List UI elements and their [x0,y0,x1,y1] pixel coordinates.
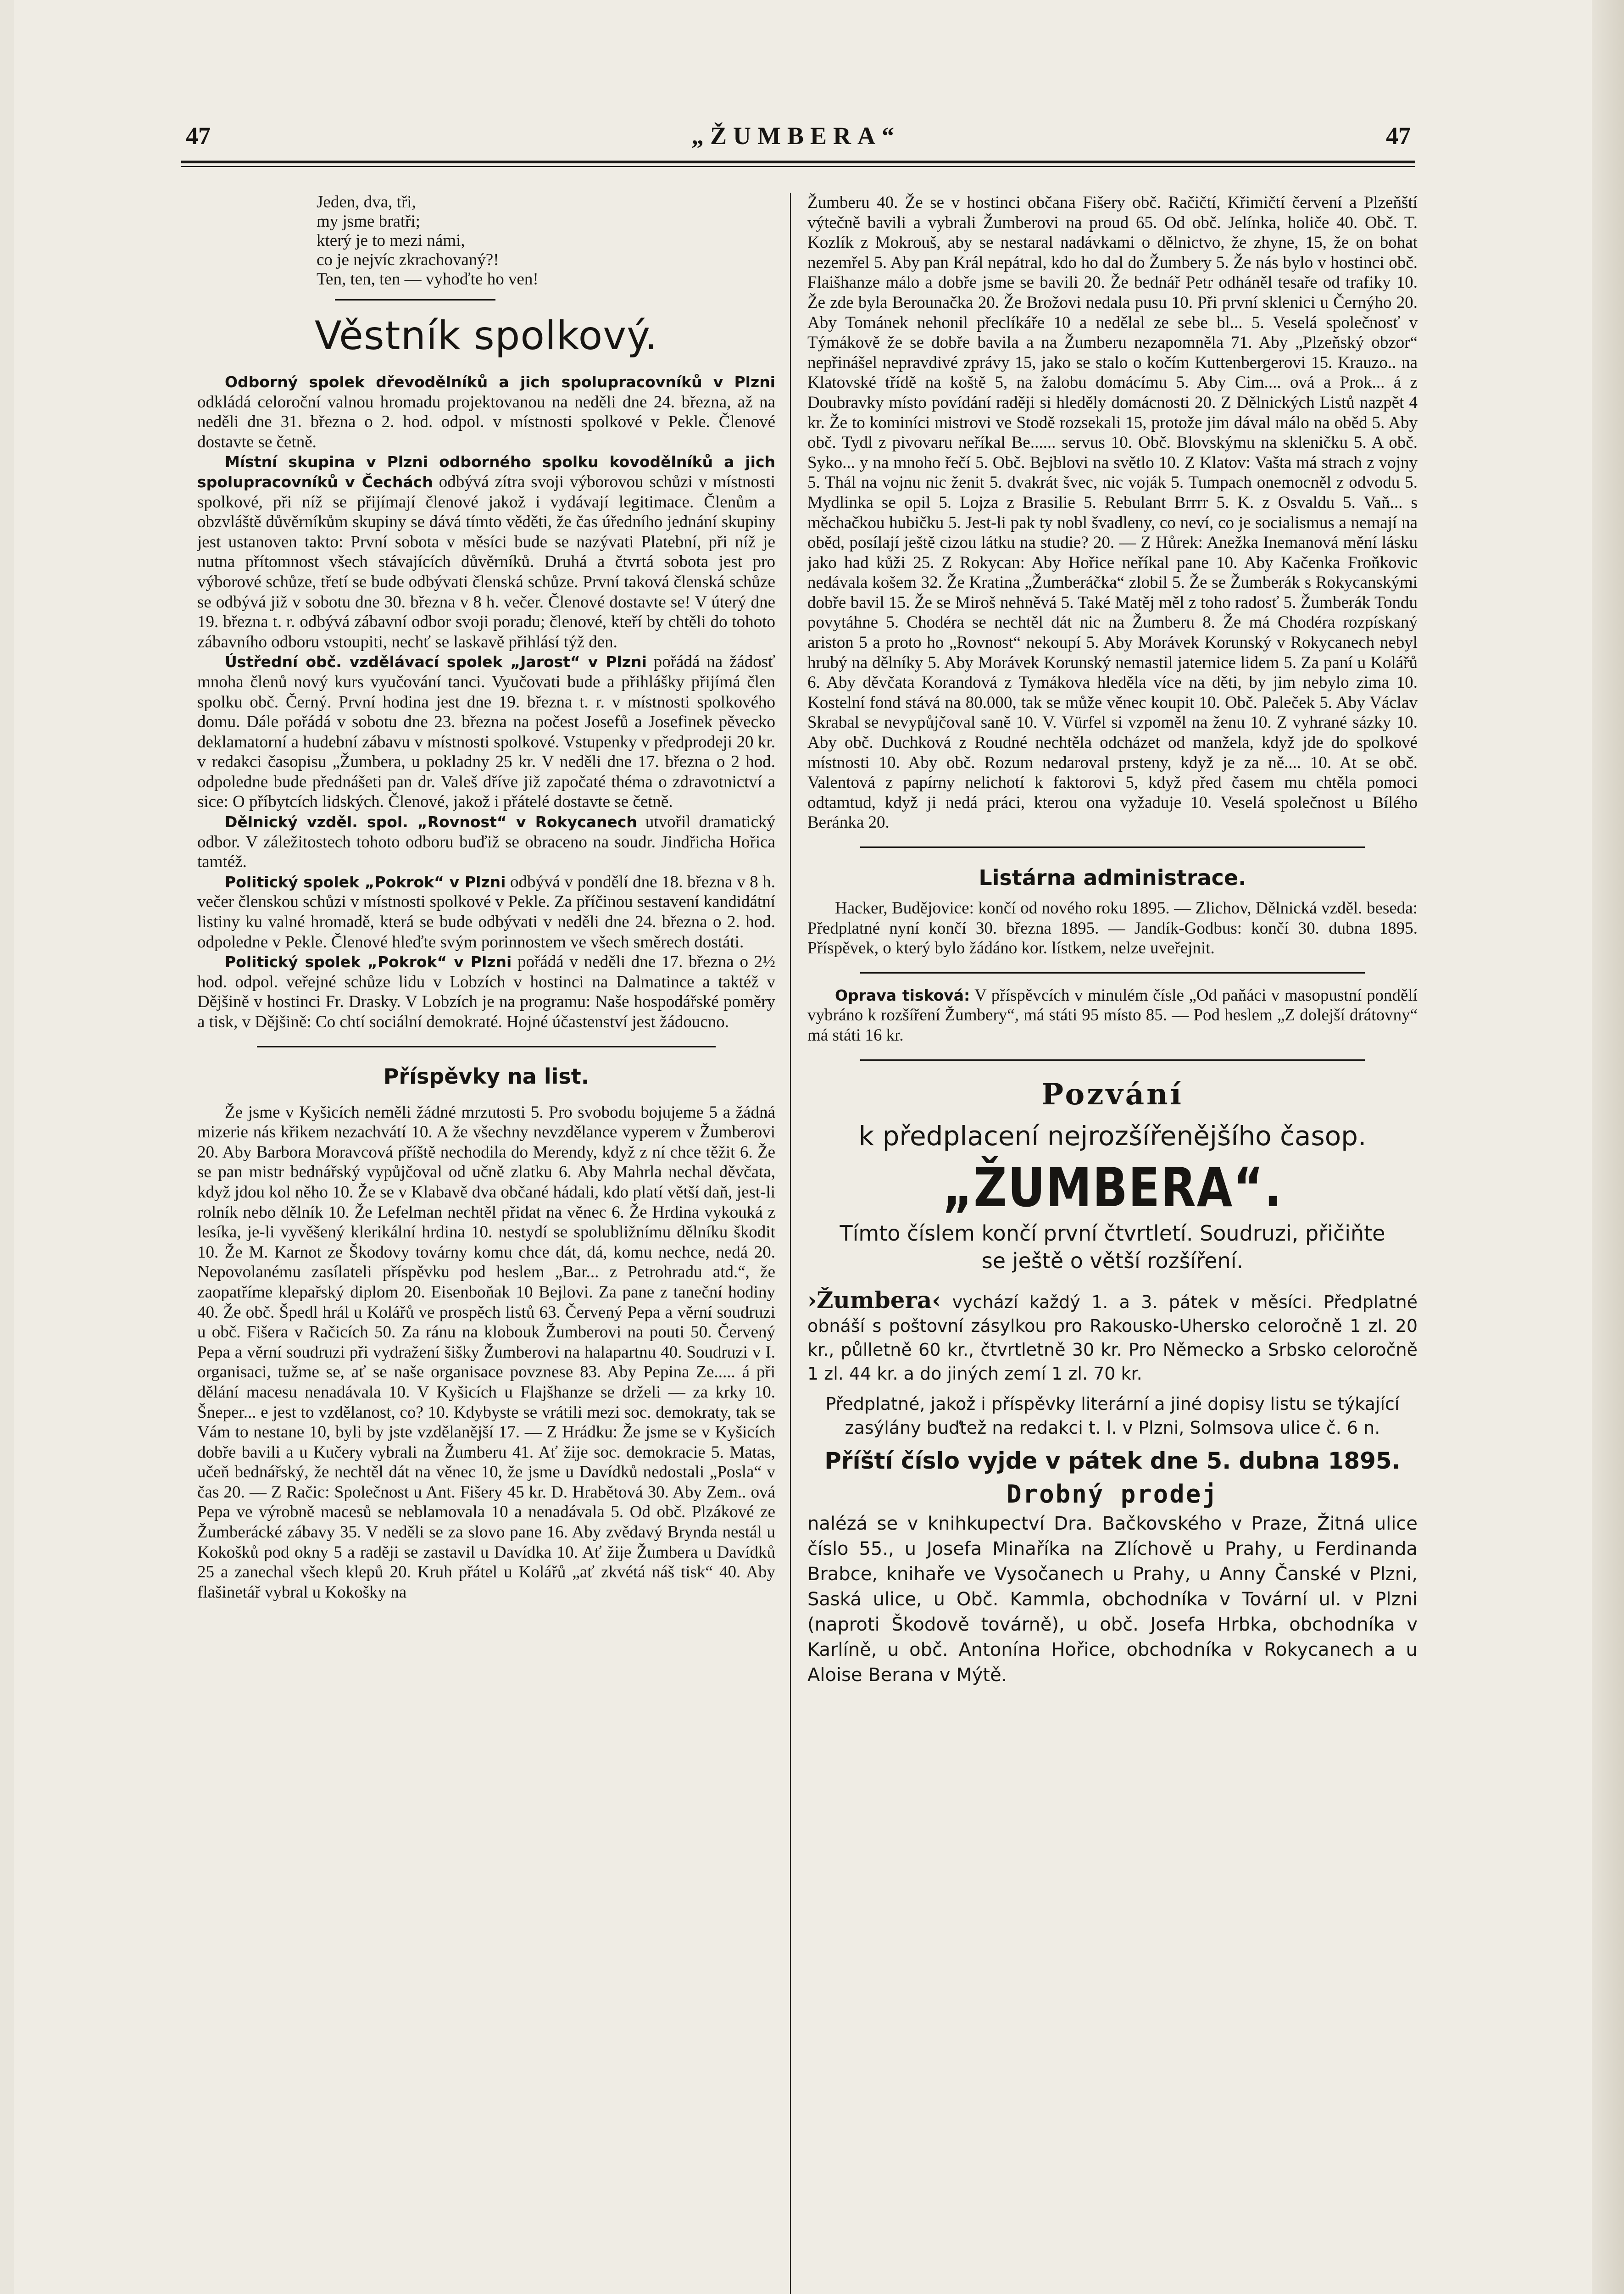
notice-text: pořádá v neděli dne 17. března o 2½ hod. odpol. veřejné schůze lidu v Lobzích v hostinci na Dalmatince a taktéž v Dějšině v hostinci Fr. Drasky. V Lobzích je na programu: Naše hospodářské poměry a tisk, v Dějšině: Co chtí sociální demokraté. Hojné účastenství jest žádoucno. [197,952,775,1031]
right-column [807,193,1418,1688]
subscription-address: Předplatné, jakož i příspěvky literární a jiné dopisy listu se týkající zasýlány buďtež na redakci t. l. v Plzni, Solmsova ulice č. 6 n. [825,1393,1400,1438]
divider [860,1059,1365,1061]
notice-text: utvořil dramatický odbor. V záležitostech tohoto odboru buďiž se obraceno na soudr. Jindřicha Hořica tamtéž. [197,813,775,872]
listarna-text: Hacker, Budějovice: končí od nového roku 1895. — Zlichov, Dělnická vzděl. beseda: Předplatné nyní končí 30. března 1895. — Jandík-Godbus: končí 30. dubna 1895. Příspěvek, o který bylo žádáno kor. lístkem, nelze uveřejnit. [807,899,1418,958]
notice-text: odbývá v pondělí dne 18. března v 8 h. večer členskou schůzi v místnosti spolkové v Pekle. Za příčinou sestavení kandidátní listiny ku valné hromadě, která se bude odbývati v neděli dne 24. března o 2. hod. odpoledne v Pekle. Členové hleďte svým porinnostem ve všech směrech dostáti. [197,872,775,952]
scan-edge-left [0,0,14,2294]
newspaper-title: „ŽUMBERA“ [691,122,901,150]
invite-line: se ještě o větší rozšíření. [981,1248,1244,1273]
notice-heading: Ústřední obč. vzdělávací spolek „Jarost“ v Plzni [225,653,647,671]
scan-edge-right [1592,0,1624,2294]
next-issue-notice: Příští číslo vyjde v pátek dne 5. dubna 1895. [824,1447,1401,1474]
sale-text: nalézá se v knihkupectví Dra. Bačkovského v Praze, Žitná ulice číslo 55., u Josefa Minaříka na Zlíchově u Prahy, u Ferdinanda Brabce, knihaře ve Vysočanech u Prahy, u Anny Čanské v Plzni, Saská ulice, u Obč. Kammla, obchodníka v Tovární ul. v Plzni (naproti Škodově továrně), u obč. Josefa Hrbka, obchodníka v Karlíně, u obč. Antonína Hořice, obchodníka v Rokycanech a u Aloise Berana v Mýtě. [807,1513,1418,1686]
notice-paragraph [197,812,775,872]
notice-heading: Politický spolek „Pokrok“ v Plzni [225,953,512,971]
poem [317,193,775,289]
contributions-text: Že jsme v Kyšicích neměli žádné mrzutosti 5. Pro svobodu bojujeme 5 a žádná mizerie nás křikem nezachvátí 10. A že všechny nevzdělance vyperem v Žumberovi 20. Aby Barbora Moravcová příště nechodila do Merendy, když z ní chce těžit 6. Že se pan mistr bednářský vypůjčoval od učně zlatku 6. Aby Mahrla nechal děvčata, když jdou kol něho 10. Že se v Klabavě dva občané hádali, kdo platí větší daň, jest-li rolník nebo dělník 10. Že Lefelman nechtěl přidat na věnec 6. Že Hrdina vykouká z lesíka, je-li vyvěšený klerikální hrdina 10. nestydí se spolubližnímu dělníku škodit 10. Že M. Karnot ze Škodovy továrny komu chce dát, dá, komu nechce, nedá 20. Nepovolanému zasílateli příspěvku pod heslem „Bar... z Petrohradu atd.“, že zaopatříme klepařský diplom 20. Eisenboňak 10 Bejlovi. Za pane z taneční hodiny 40. Že obč. Špedl hrál u Kolářů ve prospěch listů 63. Červený Pepa a věrní soudruzi u obč. Fišera v Račicích 50. Za ránu na klobouk Žumberovi na pouti 50. Červený Pepa a věrní soudruzi při vydražení šišky Žumberovi na halapartnu 40. Soudruzi v I. organisaci, tužme se, ať se naše organisace povznese 83. Aby Pepina Ze..... á při dělání macesu nenadávala 10. V Kyšicích u Flajšhanze se drželi — za krky 10. Šneper... e jest to vzdělanost, co? 10. Kdybyste se vrátili mezi soc. demokraty, tak se Vám to nestane 10, byli by jste vzdělanější 17. — Z Hrádku: Že jsme se v Kyšicích dobře bavili a u Kučery vybrali na Žumberu 41. Ať žije soc. demokracie 5. Matas, učeň bednářský, že nechtěl dát na věnec 10, že jsme u Davídků nedostali „Posla“ v čas 20. — Z Račic: Společnost u Ant. Fišery 45 kr. D. Hrabětová 30. Aby Zem.. ová Pepa ve výrobně macesů se neblamovala 10 a nenadávala 5. Od obč. Plzákové ze Žumberácké zábavy 35. V neděli se za slovo pane 16. Aby zvědavý Brynda nestál u Kokošků pod okny 5 a raději se zastavil u Davídka 10. Ať žije Žumbera u Davídků 25 a zanechal všech klepů 20. Kruh přátel u Kolářů „ať zkvétá náš tisk“ 40. Aby flašinetář vybral u Kokošky na [197,1102,775,1602]
invite-title: Pozvání [1041,1077,1184,1112]
notice-paragraph [197,452,775,652]
notice-paragraph [197,372,775,452]
invite-line: Tímto číslem končí první čtvrtletí. Soudruzi, přičiňte [840,1220,1385,1246]
poem-line: Ten, ten, ten — vyhoďte ho ven! [317,270,539,289]
newspaper-name-inline: ›Žumbera‹ [807,1286,941,1314]
section-title-vestnik: Věstník spolkový. [314,313,658,359]
sale-title: Drobný prodej [1007,1479,1218,1509]
notice-heading: Dělnický vzděl. spol. „Rovnost“ v Rokycanech [225,813,637,831]
subscription-info [807,1288,1418,1386]
page-number-right: 47 [1386,122,1411,150]
left-column [197,193,775,1602]
notice-paragraph [197,952,775,1032]
contributions-continued: Žumberu 40. Že se v hostinci občana Fišery obč. Račičtí, Křimičtí červení a Plzeňští výtečně bavili a vybrali Žumberovi na proud 65. Od obč. Jelínka, holiče 40. Obč. T. Kozlík z Mokrouš, aby se nestaral nadávkami o dělnictvo, že zhyne, 15, že on bohat nezemřel 5. Aby pan Král nepátral, kdo ho dal do Žumbery 5. Že nás bylo v hostinci obč. Flaišhanze málo a dobře jsme se bavili 20. Že bednář Petr odháněl tesaře od trafiky 10. Že zde byla Berounačka 20. Že Brožovi nedala pusu 10. Při první sklenici u Černýho 20. Aby Tománek nehonil přeclíkáře 10 a nedělal ze sebe bl... 5. Veselá společnosť v Týmákově že se dobře bavila a na Žumberu nezapomněla 71. Aby „Plzeňský obzor“ nepřinášel nepravdivé zprávy 15, jako se stalo o kočím Kuttenbergerovi 15. Krauzo.. na Klatovské třídě na koště 5, na žalobu domácímu 5. Aby Cim.... ová a Prok... á z Doubravky místo povídání raději si hleděly domácnosti 20. Z Dělnických Listů nazpět 4 kr. Že to kominíci mistrovi ve Stodě rozsekali 15, protože jim dával málo na oběd 5. Aby obč. Tydl z pivovaru neříkal Be...... servus 10. Obč. Blovskýmu na skleničku 5. A obč. Syko... y na mnoho řečí 5. Obč. Bejblovi na světlo 10. Z Klatov: Vašta má strach z vojny 5. Thál na vojnu nic ženit 5. dvakrát švec, nic voják 5. Tumpach onemocněl z odvodu 5. Mydlinka se opil 5. Lojza z Brasilie 5. Rebulant Brrrr 5. K. z Osvaldu 5. Vaň... s měchačkou hubičku 5. Jest-li pak ty nobl švadleny, co neví, co je socialismus a nemají na oběd, posílají ještě cizou látku na studie? 20. — Z Hůrek: Anežka Inemanová mění lásku jako had kůži 25. Z Rokycan: Aby Hořice neříkal pane 10. Aby Kačenka Froňkovic nedávala košem 32. Že Kratina „Žumberáčka“ zlobil 5. Že se Žumberák s Rokycanskými dobře bavil 15. Že se Miroš nehněvá 5. Také Matěj měl z toho radosť 5. Žumberák Tondu povytáhne 5. Chodéra se nechtěl dát nic na Žumberu 8. Že má Chodéra rozpískaný ariston 5 a proto ho „Rovnost“ nekoupí 5. Aby Morávek Korunský v Rokycanech nebyl hrubý na dělníky 5. Aby Morávek Korunský nemastil jaternice lidem 5. Za paní u Kolářů 6. Aby děvčata Korandová z Tymákova hleděla více na děti, by jim nebylo zima 10. Kostelní fond stává na 80.000, tak se může věnec koupit 10. Obč. Paleček 5. Aby Václav Skrabal se nevypůjčoval saně 10. V. Vürfel si vzpoměl na ženu 10. Z vyhrané sázky 10. Aby obč. Duchková z Roudné nechtěla odcházet od manžela, když jde do spolkové místnosti 10. Aby obč. Rozum nedaroval prsteny, když je za ně.... 10. At se obč. Valentová z papírny nelichotí k faktorovi 5, když před časem mu chtěla pomoci odtamtud, když ji nedá práci, kterou ona vyžaduje 10. Veselá společnost u Bílého Beránka 20. [807,193,1418,832]
poem-line: který je to mezi námi, [317,231,465,250]
section-title-listarna: Listárna administrace. [979,865,1246,890]
header-rule [181,161,1415,167]
notice-text: odkládá celoroční valnou hromadu projektovanou na neděli dne 24. března, až na neděli dne 31. března o 2. hod. odpol. v místnosti spolkové v Pekle. Členové dostavte se četně. [197,392,775,451]
invite-subtitle: k předplacení nejrozšířenějšího časop. [858,1120,1367,1152]
correction-paragraph [807,986,1418,1046]
divider [860,846,1365,848]
notice-heading: Odborný spolek dřevodělníků a jich spolupracovníků v Plzni [225,373,775,391]
divider [860,972,1365,974]
divider [257,1046,716,1047]
poem-line: Jeden, dva, tři, [317,193,416,212]
poem-line: my jsme bratři; [317,212,421,231]
divider [335,299,495,301]
notice-heading: Místní skupina v Plzni odborného spolku kovodělníků a jich spolupracovníků v Čechách [197,453,775,491]
page-header [181,122,1411,158]
subscription-text: vychází každý 1. a 3. pátek v měsíci. Předplatné obnáší s poštovní zásylkou pro Rakousko-Uhersko celoročně 1 zl. 20 kr., půlletně 60 kr., čtvrtletně 30 kr. Pro Německo a Srbsko celoročně 1 zl. 44 kr. a do jiných zemí 1 zl. 70 kr. [807,1292,1418,1384]
notice-paragraph [197,652,775,812]
invite-newspaper-name: „ŽUMBERA“. [942,1155,1283,1219]
notice-text: pořádá na žádosť mnoha členů nový kurs vyučování tanci. Vyučovati bude a přihlášky přijímá člen spolku obč. Černý. První hodina jest dne 19. března t. r. v místnosti spolkového domu. Dále pořádá v sobotu dne 23. března na počest Josefů a Josefinek pěvecko deklamatorní a hudební zábavu v místnosti spolkové. Vstupenky v předprodeji 20 kr. v redakci časopisu „Žumbera, u pokladny 25 kr. V neděli dne 17. března o 2 hod. odpoledne bude přednášeti pan dr. Valeš dříve již započaté théma o zdravotnictví a sice: O příbytcích lidských. Členové, jakož i přátelé dostavte se četně. [197,652,775,812]
notice-text: odbývá zítra svoji výborovou schůzi v místnosti spolkové, při níž se přijímají členové jakož i vydávají legitimace. Členům a obzvláště důvěrníkům skupiny se dává tímto věděti, že čas úředního jednání skupiny jest ustanoven takto: První sobota v měsíci bude se nazývati Platební, při níž je nutna přítomnost všech stávajících důvěrníků. Druhá a čtvrtá sobota jest pro výborové schůze, třetí se bude odbývati členská schůze. První taková členská schůze se odbývá již v sobotu dne 30. března v 8 h. večer. Členové dostavte se! V úterý dne 19. března t. r. odbývá zábavní odbor svoji poradu; členové, kteří by chtěli do tohoto zábavního odboru vstoupiti, nechť se laskavě přihlásí týž den. [197,472,775,651]
correction-label: Oprava tisková: [835,986,970,1004]
notice-paragraph [197,872,775,952]
section-title-prispevky: Příspěvky na list. [383,1063,590,1089]
column-divider [790,193,791,2294]
poem-line: co je nejvíc zkrachovaný?! [317,251,499,269]
notice-heading: Politický spolek „Pokrok“ v Plzni [225,873,506,891]
page-number-left: 47 [186,122,211,150]
correction-text: V příspěvcích v minulém čísle „Od paňáci v masopustní pondělí vybráno k rozšíření Žumbery“, má státi 95 místo 85. — Pod heslem „Z dolejší drátovny“ má státi 16 kr. [807,986,1418,1045]
